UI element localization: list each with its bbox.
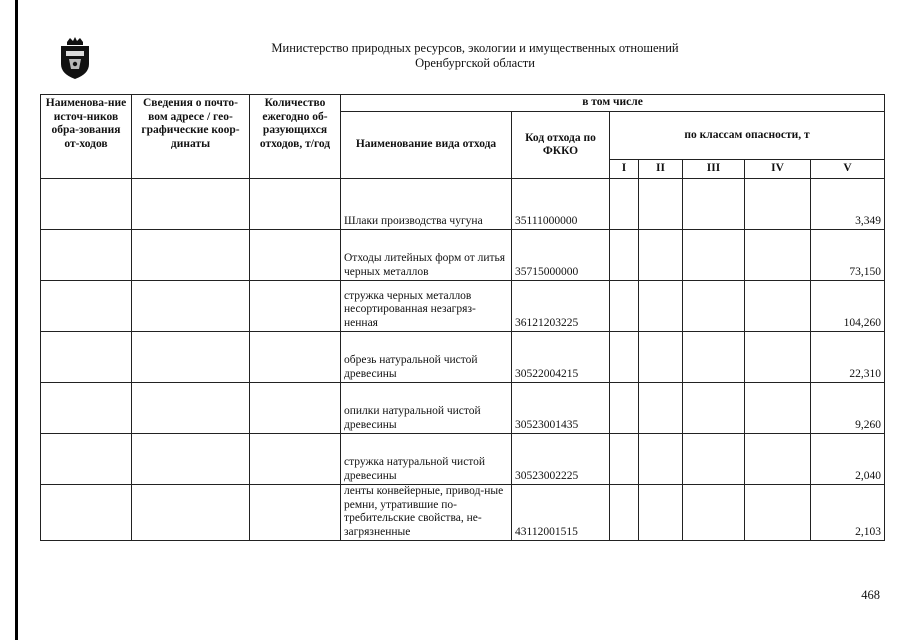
address-cell [132, 281, 250, 332]
class-i-cell [610, 383, 639, 434]
class-iv-cell [745, 281, 811, 332]
source-cell [41, 332, 132, 383]
col-header-hazard-classes: по классам опасности, т [610, 112, 885, 160]
col-header-fkko-code: Код отхода по ФККО [512, 112, 610, 179]
class-iii-cell [683, 485, 745, 541]
class-i-cell [610, 230, 639, 281]
class-v-cell: 73,150 [811, 230, 885, 281]
quantity-cell [250, 485, 341, 541]
table-row [41, 230, 885, 281]
table-row [41, 434, 885, 485]
quantity-cell [250, 179, 341, 230]
binding-edge-line [15, 0, 18, 640]
class-iii-cell [683, 383, 745, 434]
document-header [200, 41, 750, 71]
waste-name-cell: опилки натуральной чистой древесины [341, 383, 512, 434]
class-ii-cell [639, 485, 683, 541]
waste-name-cell: Отходы литейных форм от литья черных металлов [341, 230, 512, 281]
class-iii-cell [683, 434, 745, 485]
class-i-cell [610, 179, 639, 230]
class-iv-cell [745, 383, 811, 434]
col-header-class-v: V [811, 160, 885, 179]
class-iii-cell [683, 179, 745, 230]
col-header-class-i: I [610, 160, 639, 179]
waste-name-cell: ленты конвейерные, привод-ные ремни, утратившие по-требительские свойства, не-загрязненные [341, 485, 512, 541]
address-cell [132, 332, 250, 383]
class-ii-cell [639, 230, 683, 281]
waste-name-cell: стружка черных металлов несортированная незагряз-ненная [341, 281, 512, 332]
class-iii-cell [683, 281, 745, 332]
address-cell [132, 383, 250, 434]
class-iv-cell [745, 485, 811, 541]
col-header-class-ii: II [639, 160, 683, 179]
table-row [41, 383, 885, 434]
table-row [41, 332, 885, 383]
class-iv-cell [745, 434, 811, 485]
col-header-quantity: Количество ежегодно об-разующихся отходов, т/год [250, 95, 341, 179]
col-header-address: Сведения о почто-вом адресе / гео-графические коор-динаты [132, 95, 250, 179]
quantity-cell [250, 281, 341, 332]
fkko-code-cell: 30523002225 [512, 434, 610, 485]
address-cell [132, 485, 250, 541]
class-iii-cell [683, 230, 745, 281]
address-cell [132, 179, 250, 230]
fkko-code-cell: 36121203225 [512, 281, 610, 332]
fkko-code-cell: 43112001515 [512, 485, 610, 541]
col-header-waste-name: Наименование вида отхода [341, 112, 512, 179]
quantity-cell [250, 434, 341, 485]
class-ii-cell [639, 383, 683, 434]
col-header-including: в том числе [341, 95, 885, 112]
source-cell [41, 383, 132, 434]
waste-name-cell: стружка натуральной чистой древесины [341, 434, 512, 485]
class-iv-cell [745, 230, 811, 281]
fkko-code-cell: 35111000000 [512, 179, 610, 230]
source-cell [41, 179, 132, 230]
table-row [41, 485, 885, 541]
class-v-cell: 3,349 [811, 179, 885, 230]
quantity-cell [250, 230, 341, 281]
class-v-cell: 104,260 [811, 281, 885, 332]
source-cell [41, 485, 132, 541]
waste-name-cell: Шлаки производства чугуна [341, 179, 512, 230]
class-v-cell: 2,040 [811, 434, 885, 485]
class-iii-cell [683, 332, 745, 383]
class-ii-cell [639, 332, 683, 383]
col-header-class-iv: IV [745, 160, 811, 179]
class-v-cell: 22,310 [811, 332, 885, 383]
col-header-source-names: Наименова-ние источ-ников обра-зования от-ходов [41, 95, 132, 179]
waste-name-cell: обрезь натуральной чистой древесины [341, 332, 512, 383]
address-cell [132, 434, 250, 485]
quantity-cell [250, 332, 341, 383]
class-iv-cell [745, 332, 811, 383]
class-iv-cell [745, 179, 811, 230]
fkko-code-cell: 35715000000 [512, 230, 610, 281]
ministry-name: Министерство природных ресурсов, экологии и имущественных отношений [271, 41, 679, 55]
class-v-cell: 9,260 [811, 383, 885, 434]
class-i-cell [610, 332, 639, 383]
fkko-code-cell: 30523001435 [512, 383, 610, 434]
class-ii-cell [639, 281, 683, 332]
quantity-cell [250, 383, 341, 434]
class-ii-cell [639, 434, 683, 485]
class-i-cell [610, 485, 639, 541]
waste-sources-table [40, 94, 885, 541]
page-number: 468 [861, 588, 880, 602]
orenburg-coat-of-arms-icon [58, 36, 92, 80]
source-cell [41, 230, 132, 281]
source-cell [41, 281, 132, 332]
class-v-cell: 2,103 [811, 485, 885, 541]
table-row [41, 179, 885, 230]
col-header-class-iii: III [683, 160, 745, 179]
fkko-code-cell: 30522004215 [512, 332, 610, 383]
address-cell [132, 230, 250, 281]
class-ii-cell [639, 179, 683, 230]
table-row [41, 281, 885, 332]
class-i-cell [610, 281, 639, 332]
source-cell [41, 434, 132, 485]
class-i-cell [610, 434, 639, 485]
region-name: Оренбургской области [415, 56, 535, 70]
